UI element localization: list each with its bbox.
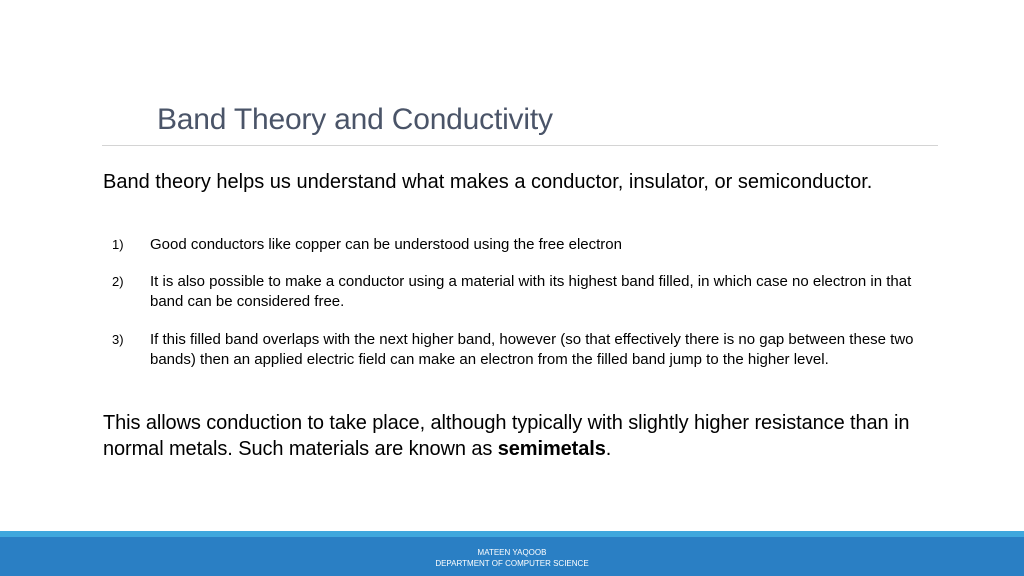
- slide-title: Band Theory and Conductivity: [157, 103, 553, 136]
- list-item-number: 3): [112, 332, 124, 347]
- list-item-number: 2): [112, 274, 124, 289]
- list-item-number: 1): [112, 237, 124, 252]
- list-item-text: If this filled band overlaps with the next higher band, however (so that effectively there is no gap between these two bands) then an applied electric field can make an electron from the filled band jump to the higher level.: [150, 331, 914, 368]
- footer-author: MATEEN YAQOOB: [477, 548, 547, 557]
- footer-department: DEPARTMENT OF COMPUTER SCIENCE: [435, 559, 589, 568]
- outro-end: .: [605, 438, 612, 460]
- footer-bar: [0, 537, 1024, 576]
- list-item-text: Good conductors like copper can be understood using the free electron: [150, 236, 622, 253]
- outro-paragraph: [103, 410, 973, 462]
- list-item-text: It is also possible to make a conductor using a material with its highest band filled, in which case no electron in that band can be considered free.: [150, 273, 912, 310]
- title-divider: [102, 145, 938, 146]
- outro-text: This allows conduction to take place, although typically with slightly higher resistance than in normal metals. Such materials are known as: [103, 412, 910, 460]
- intro-paragraph: Band theory helps us understand what makes a conductor, insulator, or semiconductor.: [103, 171, 873, 193]
- semimetals-term: semimetals: [497, 438, 606, 460]
